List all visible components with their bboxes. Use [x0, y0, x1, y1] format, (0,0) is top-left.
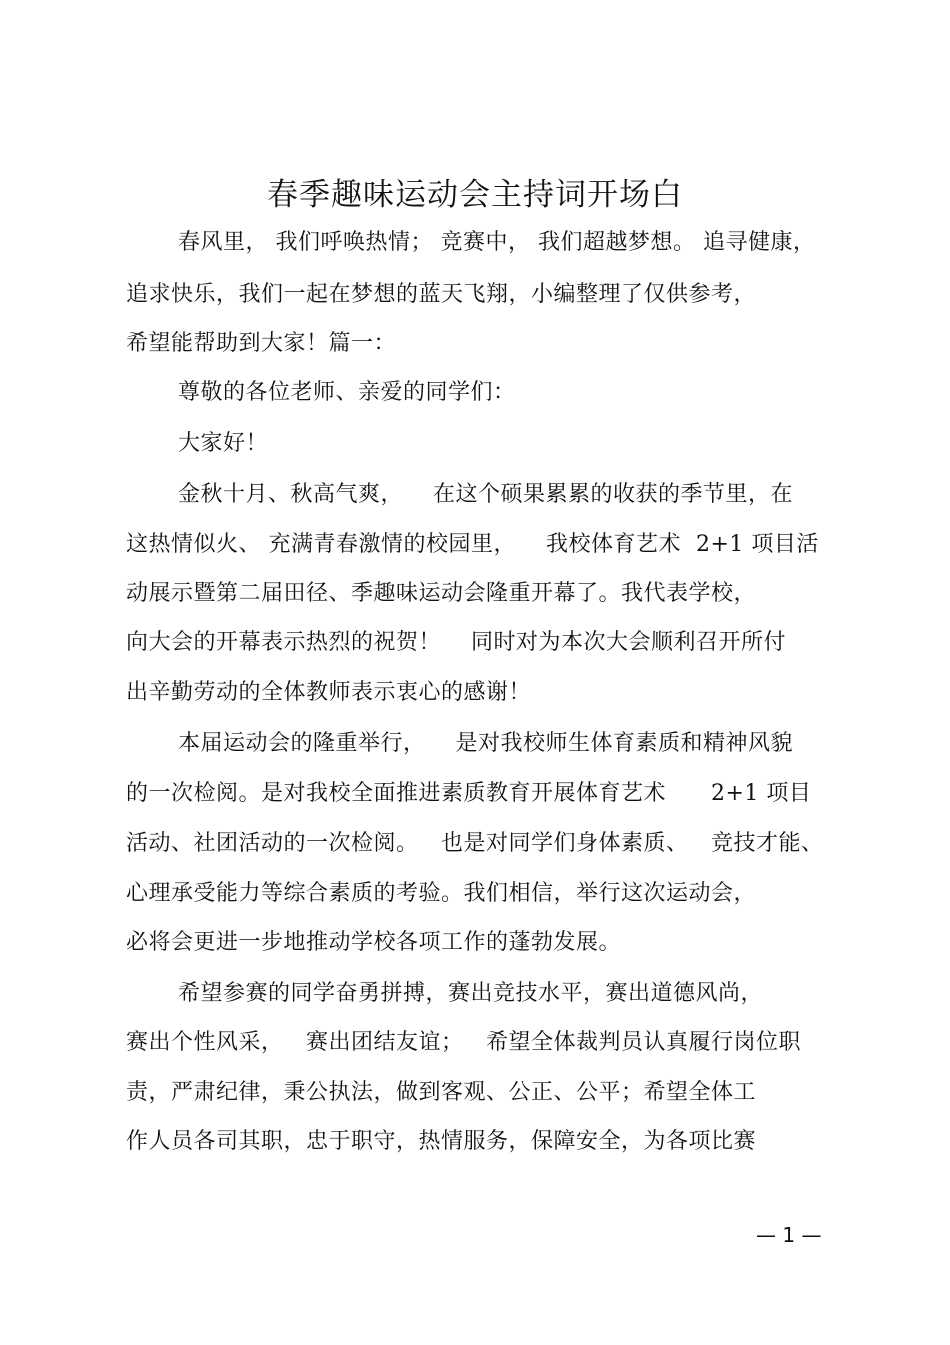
paragraph-line-10: 出辛勤劳动的全体教师表示衷心的感谢！ — [126, 680, 532, 705]
paragraph-line-6: 金秋十月、秋高气爽， 在这个硕果累累的收获的季节里，在 — [178, 482, 793, 507]
paragraph-line-19: 作人员各司其职，忠于职守，热情服务，保障安全，为各项比赛 — [126, 1129, 757, 1154]
paragraph-line-5: 大家好！ — [178, 431, 269, 456]
paragraph-line-11: 本届运动会的隆重举行， 是对我校师生体育素质和精神风貌 — [178, 731, 793, 756]
paragraph-line-17: 赛出个性风采， 赛出团结友谊； 希望全体裁判员认真履行岗位职 — [126, 1030, 801, 1055]
document-title: 春季趣味运动会主持词开场白 — [267, 177, 683, 213]
paragraph-line-7: 这热情似火、 充满青春激情的校园里， 我校体育艺术 2+1 项目活 — [126, 532, 819, 557]
paragraph-line-1: 春风里， 我们呼唤热情； 竞赛中， 我们超越梦想。 追寻健康， — [178, 230, 816, 255]
paragraph-line-14: 心理承受能力等综合素质的考验。我们相信，举行这次运动会， — [126, 881, 757, 906]
paragraph-line-2: 追求快乐，我们一起在梦想的蓝天飞翔，小编整理了仅供参考， — [126, 282, 757, 307]
paragraph-line-9: 向大会的开幕表示热烈的祝贺！ 同时对为本次大会顺利召开所付 — [126, 630, 786, 655]
paragraph-line-18: 责，严肃纪律，秉公执法，做到客观、公正、公平；希望全体工 — [126, 1080, 757, 1105]
page-number: — 1 — — [756, 1223, 822, 1247]
paragraph-line-16: 希望参赛的同学奋勇拼搏，赛出竞技水平，赛出道德风尚， — [178, 981, 764, 1006]
paragraph-line-13: 活动、社团活动的一次检阅。 也是对同学们身体素质、 竞技才能、 — [126, 831, 824, 856]
paragraph-line-8: 动展示暨第二届田径、季趣味运动会隆重开幕了。我代表学校， — [126, 581, 757, 606]
paragraph-line-3: 希望能帮助到大家！篇一： — [126, 331, 397, 356]
paragraph-line-12: 的一次检阅。是对我校全面推进素质教育开展体育艺术 2+1 项目 — [126, 781, 812, 806]
paragraph-line-4: 尊敬的各位老师、亲爱的同学们： — [178, 380, 516, 405]
paragraph-line-15: 必将会更进一步地推动学校各项工作的蓬勃发展。 — [126, 930, 622, 955]
